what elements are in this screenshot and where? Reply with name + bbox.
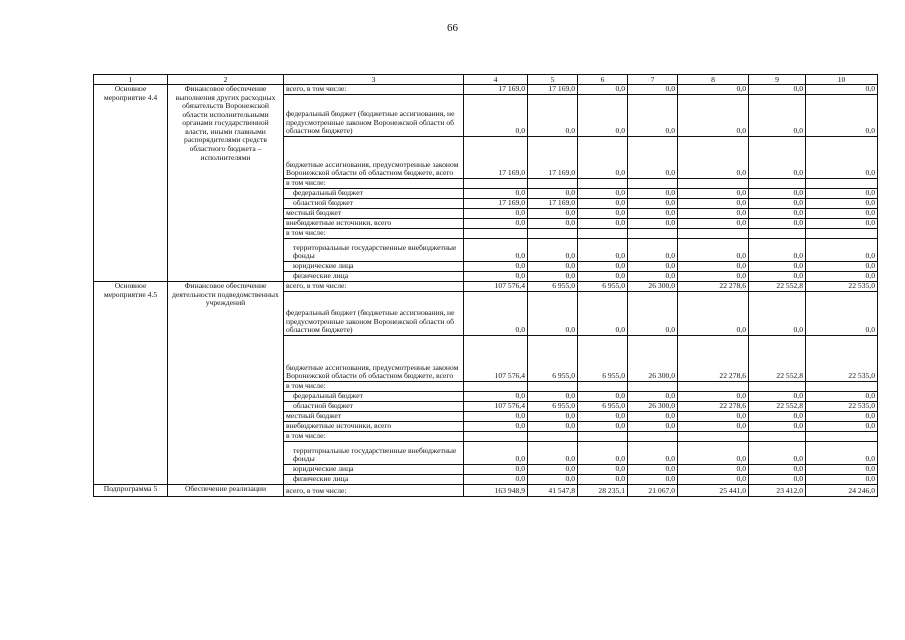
amount-cell: 17 169,0 — [528, 137, 578, 179]
amount-cell: 0,0 — [528, 392, 578, 402]
amount-cell: 0,0 — [678, 292, 749, 336]
amount-cell — [628, 179, 678, 189]
funding-source: в том числе: — [284, 179, 464, 189]
amount-cell — [806, 382, 878, 392]
amount-cell: 0,0 — [578, 95, 628, 137]
amount-cell: 0,0 — [628, 465, 678, 475]
amount-cell: 0,0 — [628, 422, 678, 432]
amount-cell: 6 955,0 — [528, 336, 578, 382]
amount-cell: 0,0 — [806, 422, 878, 432]
amount-cell: 0,0 — [578, 209, 628, 219]
amount-cell: 0,0 — [528, 209, 578, 219]
amount-cell — [528, 229, 578, 239]
amount-cell: 24 246,0 — [806, 485, 878, 497]
amount-cell: 0,0 — [628, 292, 678, 336]
measure-code: Подпрограмма 5 — [94, 485, 168, 497]
amount-cell: 25 441,0 — [678, 485, 749, 497]
amount-cell: 0,0 — [749, 475, 806, 485]
amount-cell: 22 278,6 — [678, 402, 749, 412]
funding-source: федеральный бюджет (бюджетные ассигнования, не предусмотренные законом Воронежской области об областном бюджете) — [284, 95, 464, 137]
funding-source: территориальные государственные внебюджетные фонды — [284, 239, 464, 262]
amount-cell: 0,0 — [806, 95, 878, 137]
amount-cell: 0,0 — [578, 392, 628, 402]
amount-cell: 107 576,4 — [464, 282, 528, 292]
amount-cell: 0,0 — [749, 262, 806, 272]
amount-cell: 23 412,0 — [749, 485, 806, 497]
amount-cell — [678, 432, 749, 442]
amount-cell: 6 955,0 — [528, 282, 578, 292]
amount-cell: 0,0 — [806, 137, 878, 179]
amount-cell: 22 278,6 — [678, 282, 749, 292]
amount-cell: 0,0 — [628, 412, 678, 422]
amount-cell: 0,0 — [628, 442, 678, 465]
amount-cell — [628, 432, 678, 442]
amount-cell — [806, 179, 878, 189]
amount-cell: 0,0 — [578, 199, 628, 209]
amount-cell — [464, 229, 528, 239]
amount-cell: 0,0 — [464, 292, 528, 336]
amount-cell: 0,0 — [628, 199, 678, 209]
amount-cell: 0,0 — [628, 475, 678, 485]
amount-cell: 0,0 — [806, 412, 878, 422]
budget-table — [93, 74, 878, 497]
amount-cell: 0,0 — [749, 422, 806, 432]
amount-cell — [578, 432, 628, 442]
amount-cell — [464, 179, 528, 189]
funding-source: всего, в том числе: — [284, 85, 464, 95]
amount-cell: 6 955,0 — [578, 402, 628, 412]
column-header: 4 — [464, 75, 528, 85]
amount-cell: 0,0 — [806, 272, 878, 282]
amount-cell: 107 576,4 — [464, 402, 528, 412]
amount-cell — [528, 432, 578, 442]
amount-cell — [749, 229, 806, 239]
amount-cell: 0,0 — [628, 85, 678, 95]
amount-cell — [749, 179, 806, 189]
amount-cell: 0,0 — [464, 465, 528, 475]
funding-source: федеральный бюджет — [284, 392, 464, 402]
amount-cell — [806, 229, 878, 239]
amount-cell: 22 535,0 — [806, 282, 878, 292]
column-header: 10 — [806, 75, 878, 85]
amount-cell: 0,0 — [678, 442, 749, 465]
amount-cell: 0,0 — [749, 412, 806, 422]
amount-cell: 0,0 — [678, 475, 749, 485]
amount-cell: 0,0 — [464, 412, 528, 422]
amount-cell: 0,0 — [749, 219, 806, 229]
amount-cell: 0,0 — [528, 272, 578, 282]
amount-cell — [678, 229, 749, 239]
amount-cell: 0,0 — [464, 422, 528, 432]
amount-cell: 0,0 — [749, 292, 806, 336]
amount-cell: 0,0 — [464, 95, 528, 137]
amount-cell: 22 552,8 — [749, 336, 806, 382]
measure-title: Обеспечение реализации — [168, 485, 284, 497]
header-row — [94, 75, 878, 85]
amount-cell: 0,0 — [578, 137, 628, 179]
amount-cell: 0,0 — [464, 392, 528, 402]
amount-cell: 0,0 — [464, 442, 528, 465]
amount-cell: 0,0 — [578, 189, 628, 199]
amount-cell: 0,0 — [528, 239, 578, 262]
amount-cell: 21 067,0 — [628, 485, 678, 497]
amount-cell: 0,0 — [806, 292, 878, 336]
amount-cell: 0,0 — [578, 442, 628, 465]
amount-cell: 0,0 — [806, 209, 878, 219]
amount-cell: 6 955,0 — [578, 282, 628, 292]
amount-cell: 6 955,0 — [578, 336, 628, 382]
amount-cell: 0,0 — [678, 189, 749, 199]
amount-cell — [578, 382, 628, 392]
table-row — [94, 85, 878, 95]
amount-cell: 0,0 — [528, 422, 578, 432]
amount-cell: 0,0 — [749, 442, 806, 465]
amount-cell: 0,0 — [806, 392, 878, 402]
funding-source: областной бюджет — [284, 199, 464, 209]
amount-cell: 0,0 — [749, 392, 806, 402]
column-header: 2 — [168, 75, 284, 85]
funding-source: бюджетные ассигнования, предусмотренные законом Воронежской области об областном бюджете, всего — [284, 336, 464, 382]
amount-cell: 0,0 — [628, 392, 678, 402]
amount-cell: 0,0 — [678, 412, 749, 422]
amount-cell: 0,0 — [628, 239, 678, 262]
amount-cell: 0,0 — [464, 209, 528, 219]
amount-cell: 0,0 — [806, 465, 878, 475]
amount-cell: 0,0 — [678, 392, 749, 402]
amount-cell: 0,0 — [578, 412, 628, 422]
funding-source: в том числе: — [284, 382, 464, 392]
column-header: 1 — [94, 75, 168, 85]
amount-cell: 0,0 — [628, 272, 678, 282]
amount-cell — [749, 432, 806, 442]
amount-cell: 17 169,0 — [464, 199, 528, 209]
column-header: 8 — [678, 75, 749, 85]
amount-cell: 0,0 — [678, 209, 749, 219]
amount-cell: 0,0 — [528, 412, 578, 422]
amount-cell: 0,0 — [578, 85, 628, 95]
amount-cell: 17 169,0 — [464, 85, 528, 95]
amount-cell: 0,0 — [464, 239, 528, 262]
amount-cell: 22 535,0 — [806, 336, 878, 382]
amount-cell: 0,0 — [578, 465, 628, 475]
amount-cell: 0,0 — [749, 272, 806, 282]
amount-cell: 0,0 — [628, 95, 678, 137]
funding-source: всего, в том числе: — [284, 282, 464, 292]
column-header: 9 — [749, 75, 806, 85]
amount-cell: 17 169,0 — [464, 137, 528, 179]
amount-cell: 0,0 — [806, 262, 878, 272]
funding-source: физические лица — [284, 475, 464, 485]
amount-cell: 0,0 — [628, 219, 678, 229]
amount-cell — [464, 382, 528, 392]
amount-cell: 0,0 — [578, 292, 628, 336]
amount-cell: 0,0 — [806, 199, 878, 209]
amount-cell: 0,0 — [578, 422, 628, 432]
amount-cell: 0,0 — [578, 475, 628, 485]
amount-cell: 0,0 — [678, 137, 749, 179]
amount-cell: 0,0 — [749, 189, 806, 199]
amount-cell: 26 300,0 — [628, 336, 678, 382]
amount-cell: 0,0 — [464, 189, 528, 199]
amount-cell: 0,0 — [749, 465, 806, 475]
amount-cell: 0,0 — [578, 219, 628, 229]
amount-cell — [578, 179, 628, 189]
amount-cell — [678, 382, 749, 392]
funding-source: местный бюджет — [284, 412, 464, 422]
amount-cell — [628, 229, 678, 239]
measure-code: Основное мероприятие 4.4 — [94, 85, 168, 282]
amount-cell: 0,0 — [678, 199, 749, 209]
amount-cell: 0,0 — [749, 209, 806, 219]
amount-cell: 0,0 — [528, 292, 578, 336]
amount-cell — [628, 382, 678, 392]
amount-cell: 0,0 — [528, 95, 578, 137]
amount-cell: 0,0 — [528, 262, 578, 272]
amount-cell: 0,0 — [806, 85, 878, 95]
column-header: 3 — [284, 75, 464, 85]
amount-cell — [578, 229, 628, 239]
amount-cell: 22 278,6 — [678, 336, 749, 382]
funding-source: юридические лица — [284, 262, 464, 272]
amount-cell: 26 300,0 — [628, 282, 678, 292]
amount-cell: 0,0 — [749, 199, 806, 209]
funding-source: внебюджетные источники, всего — [284, 422, 464, 432]
funding-source: областной бюджет — [284, 402, 464, 412]
measure-title: Финансовое обеспечение выполнения других расходных обязательств Воронежской области исполнительными органами государственной власти, иными главными распорядителями средств областного бюджета – исполнителями — [168, 85, 284, 282]
funding-source: всего, в том числе: — [284, 485, 464, 497]
amount-cell: 0,0 — [749, 137, 806, 179]
amount-cell: 0,0 — [749, 85, 806, 95]
amount-cell: 0,0 — [678, 262, 749, 272]
amount-cell: 0,0 — [749, 239, 806, 262]
amount-cell: 22 552,8 — [749, 282, 806, 292]
funding-source: федеральный бюджет (бюджетные ассигнования, не предусмотренные законом Воронежской области об областном бюджете) — [284, 292, 464, 336]
amount-cell: 0,0 — [806, 475, 878, 485]
amount-cell: 17 169,0 — [528, 85, 578, 95]
amount-cell: 0,0 — [678, 85, 749, 95]
amount-cell: 26 300,0 — [628, 402, 678, 412]
amount-cell: 0,0 — [528, 465, 578, 475]
amount-cell: 0,0 — [464, 272, 528, 282]
amount-cell: 0,0 — [806, 442, 878, 465]
amount-cell: 163 948,9 — [464, 485, 528, 497]
measure-title: Финансовое обеспечение деятельности подведомственных учреждений — [168, 282, 284, 485]
amount-cell: 0,0 — [578, 272, 628, 282]
table-row — [94, 485, 878, 497]
funding-source: местный бюджет — [284, 209, 464, 219]
amount-cell: 17 169,0 — [528, 199, 578, 209]
funding-source: в том числе: — [284, 229, 464, 239]
amount-cell: 0,0 — [678, 272, 749, 282]
column-header: 5 — [528, 75, 578, 85]
amount-cell — [464, 432, 528, 442]
amount-cell: 0,0 — [578, 239, 628, 262]
amount-cell: 0,0 — [678, 239, 749, 262]
amount-cell: 0,0 — [528, 219, 578, 229]
amount-cell: 0,0 — [628, 189, 678, 199]
amount-cell: 0,0 — [628, 262, 678, 272]
page-number: 66 — [447, 22, 458, 34]
amount-cell: 107 576,4 — [464, 336, 528, 382]
funding-source: бюджетные ассигнования, предусмотренные законом Воронежской области об областном бюджете, всего — [284, 137, 464, 179]
amount-cell: 0,0 — [678, 465, 749, 475]
funding-source: территориальные государственные внебюджетные фонды — [284, 442, 464, 465]
amount-cell: 6 955,0 — [528, 402, 578, 412]
amount-cell: 0,0 — [464, 219, 528, 229]
column-header: 7 — [628, 75, 678, 85]
funding-source: физические лица — [284, 272, 464, 282]
amount-cell: 41 547,8 — [528, 485, 578, 497]
amount-cell — [528, 382, 578, 392]
amount-cell: 0,0 — [678, 422, 749, 432]
amount-cell: 0,0 — [464, 475, 528, 485]
amount-cell: 22 535,0 — [806, 402, 878, 412]
amount-cell: 0,0 — [628, 137, 678, 179]
amount-cell: 0,0 — [464, 262, 528, 272]
amount-cell — [678, 179, 749, 189]
measure-code: Основное мероприятие 4.5 — [94, 282, 168, 485]
amount-cell — [806, 432, 878, 442]
table-row — [94, 282, 878, 292]
amount-cell: 0,0 — [806, 219, 878, 229]
amount-cell: 0,0 — [806, 189, 878, 199]
funding-source: юридические лица — [284, 465, 464, 475]
funding-source: федеральный бюджет — [284, 189, 464, 199]
amount-cell: 0,0 — [528, 475, 578, 485]
amount-cell: 0,0 — [749, 95, 806, 137]
amount-cell: 0,0 — [678, 95, 749, 137]
amount-cell — [528, 179, 578, 189]
amount-cell: 0,0 — [628, 209, 678, 219]
amount-cell: 0,0 — [806, 239, 878, 262]
amount-cell: 0,0 — [528, 442, 578, 465]
amount-cell: 0,0 — [678, 219, 749, 229]
funding-source: в том числе: — [284, 432, 464, 442]
amount-cell: 22 552,8 — [749, 402, 806, 412]
amount-cell: 0,0 — [528, 189, 578, 199]
amount-cell: 28 235,1 — [578, 485, 628, 497]
column-header: 6 — [578, 75, 628, 85]
amount-cell: 0,0 — [578, 262, 628, 272]
funding-source: внебюджетные источники, всего — [284, 219, 464, 229]
amount-cell — [749, 382, 806, 392]
